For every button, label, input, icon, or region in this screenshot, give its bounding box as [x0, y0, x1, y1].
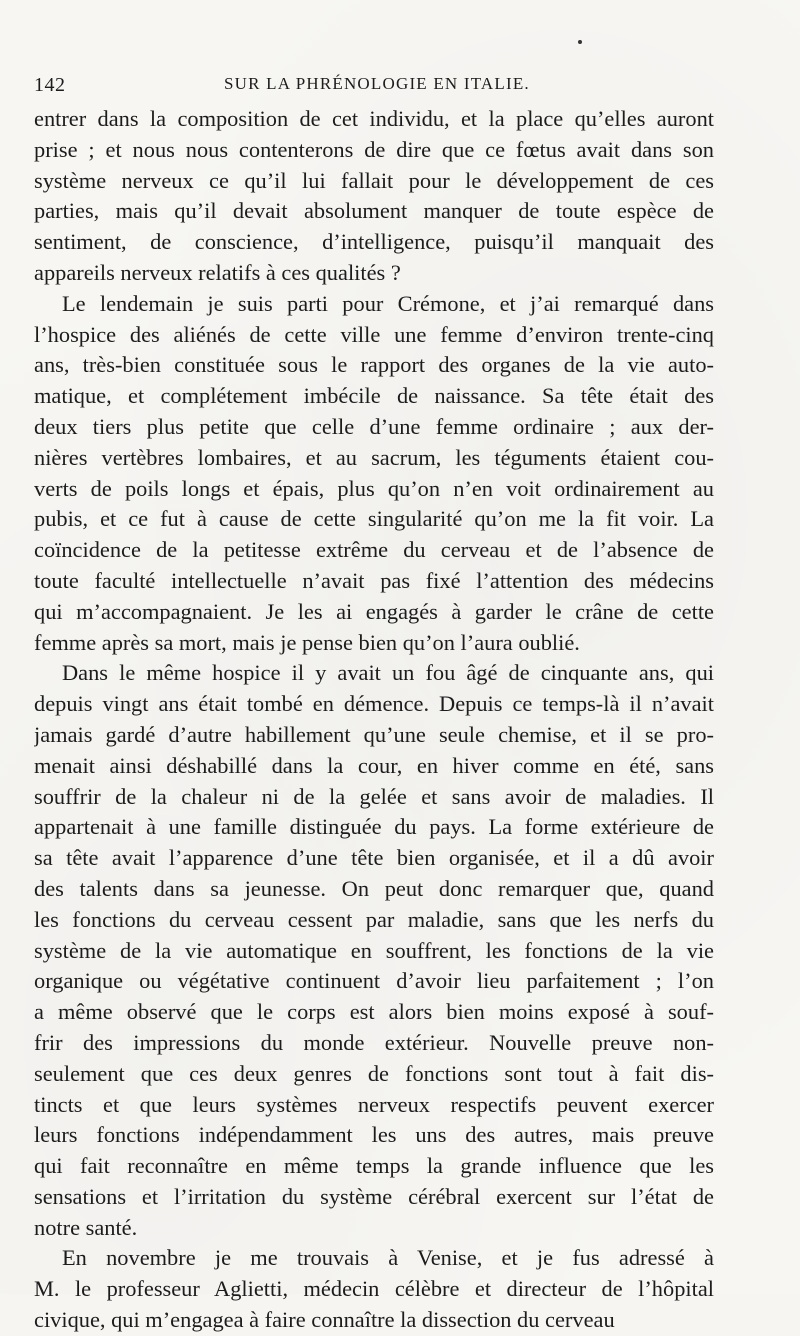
text-line: menait ainsi déshabillé dans la cour, en hiver comme en été, sans — [34, 752, 714, 778]
text-line: coïncidence de la petitesse extrême du cerveau et de l’absence de — [34, 537, 714, 563]
text-line: toute faculté intellectuelle n’avait pas fixé l’attention des médecins — [34, 567, 714, 593]
text-line: ans, très-bien constituée sous le rapport des organes de la vie auto- — [34, 352, 714, 378]
text-line: parties, mais qu’il devait absolument manquer de toute espèce de — [34, 198, 714, 224]
text-line: tincts et que leurs systèmes nerveux respectifs peuvent exercer — [34, 1091, 714, 1117]
text-line: qui m’accompagnaient. Je les ai engagés à garder le crâne de cette — [34, 598, 714, 624]
text-line: Dans le même hospice il y avait un fou âgé de cinquante ans, qui — [62, 660, 714, 686]
text-line: femme après sa mort, mais je pense bien qu’on l’aura oublié. — [34, 629, 580, 655]
text-line: entrer dans la composition de cet individu, et la place qu’elles auront — [34, 106, 714, 131]
page-number: 142 — [34, 74, 66, 96]
text-line: M. le professeur Aglietti, médecin célèbre et directeur de l’hôpital — [34, 1276, 714, 1302]
text-line: verts de poils longs et épais, plus qu’on n’en voit ordinairement au — [34, 475, 714, 501]
text-line: qui fait reconnaître en même temps la grande influence que les — [34, 1153, 714, 1179]
text-line: l’hospice des aliénés de cette ville une femme d’environ trente-cinq — [34, 321, 714, 347]
paragraph — [34, 104, 714, 289]
text-line: nières vertèbres lombaires, et au sacrum, les téguments étaient cou- — [34, 444, 714, 470]
text-line: organique ou végétative continuent d’avoir lieu parfaitement ; l’on — [34, 968, 714, 994]
text-line: des talents dans sa jeunesse. On peut donc remarquer que, quand — [34, 875, 714, 901]
text-line: jamais gardé d’autre habillement qu’une seule chemise, et il se pro- — [34, 721, 714, 747]
text-line: système nerveux ce qu’il lui fallait pour le développement de ces — [34, 167, 714, 193]
text-line: appareils nerveux relatifs à ces qualités ? — [34, 259, 401, 285]
text-line: souffrir de la chaleur ni de la gelée et sans avoir de maladies. Il — [34, 783, 714, 809]
text-line: matique, et complétement imbécile de naissance. Sa tête était des — [34, 383, 714, 409]
text-line: sensations et l’irritation du système cérébral exercent sur l’état de — [34, 1183, 714, 1209]
text-line: appartenait à une famille distinguée du pays. La forme extérieure de — [34, 814, 714, 840]
text-line: sentiment, de conscience, d’intelligence, puisqu’il manquait des — [34, 229, 714, 255]
text-line: pubis, et ce fut à cause de cette singularité qu’on me la fit voir. La — [34, 506, 714, 532]
paragraph — [34, 1243, 714, 1335]
text-line: sa tête avait l’apparence d’une tête bien organisée, et il a dû avoir — [34, 845, 714, 871]
body-text — [34, 104, 714, 1336]
text-line: En novembre je me trouvais à Venise, et je fus adressé à — [62, 1245, 714, 1271]
text-line: depuis vingt ans était tombé en démence. Depuis ce temps-là il n’avait — [34, 691, 714, 717]
text-line: notre santé. — [34, 1214, 138, 1240]
text-line: deux tiers plus petite que celle d’une femme ordinaire ; aux der- — [34, 413, 714, 439]
text-line: Le lendemain je suis parti pour Crémone, et j’ai remarqué dans — [62, 290, 714, 316]
text-line: les fonctions du cerveau cessent par maladie, sans que les nerfs du — [34, 906, 714, 932]
ink-speck — [578, 40, 582, 44]
text-line: civique, qui m’engagea à faire connaître la dissection du cerveau — [34, 1307, 615, 1333]
text-line: seulement que ces deux genres de fonctions sont tout à fait dis- — [34, 1060, 714, 1086]
paragraph — [34, 658, 714, 1243]
text-line: système de la vie automatique en souffrent, les fonctions de la vie — [34, 937, 714, 963]
running-title: SUR LA PHRÉNOLOGIE EN ITALIE. — [224, 74, 530, 93]
text-line: leurs fonctions indépendamment les uns des autres, mais preuve — [34, 1122, 714, 1148]
page-header — [34, 72, 714, 102]
text-line: frir des impressions du monde extérieur. Nouvelle preuve non- — [34, 1029, 714, 1055]
text-line: a même observé que le corps est alors bien moins exposé à souf- — [34, 999, 714, 1025]
paragraph — [34, 289, 714, 659]
text-line: prise ; et nous nous contenterons de dire que ce fœtus avait dans son — [34, 136, 714, 162]
